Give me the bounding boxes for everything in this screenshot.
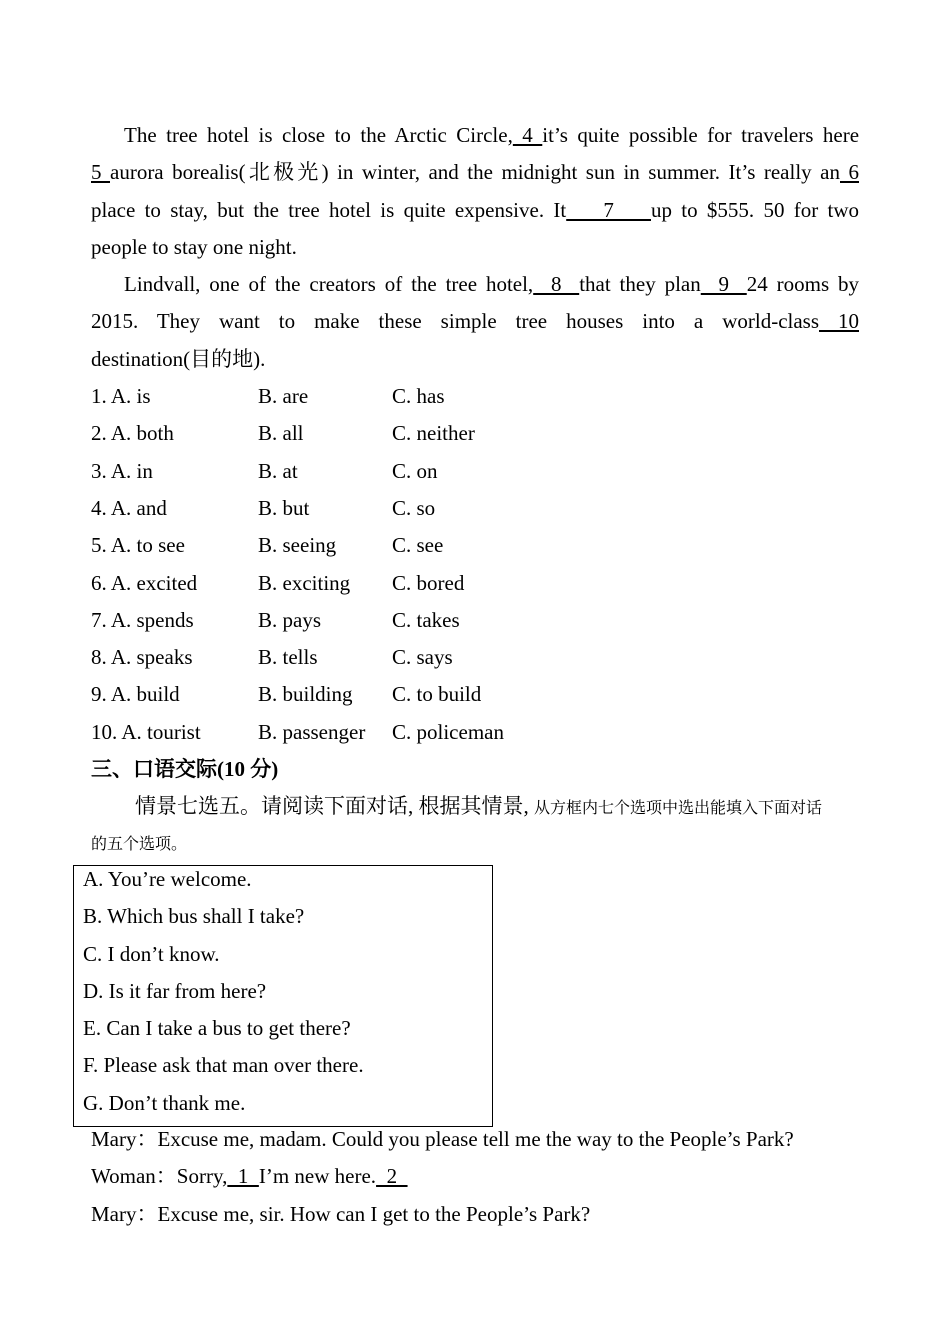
dialogue-line-2: Woman：Sorry, 1 I’m new here. 2 [91, 1164, 408, 1189]
blank-10: 10 [819, 309, 859, 334]
box-option: G. Don’t thank me. [83, 1090, 246, 1115]
box-option: A. You’re welcome. [83, 867, 252, 891]
option-row: 9. A. build B. building C. to build [91, 682, 482, 707]
blank-9: 9 [700, 272, 747, 297]
paragraph-2-line-3: destination(目的地). [91, 346, 266, 371]
box-option: F. Please ask that man over there. [83, 1053, 364, 1078]
paragraph-1-line-2: 5 aurora borealis(北极光) in winter, and the midnight sun in summer. It’s really an 6 [91, 160, 859, 185]
option-row: 3. A. in B. at C. on [91, 458, 438, 483]
blank-1: 1 [227, 1164, 259, 1189]
reading-passage [91, 117, 859, 863]
option-row: 1. A. is B. are C. has [91, 384, 445, 409]
option-row: 10. A. tourist B. passenger C. policeman [91, 719, 504, 744]
instructions-continued: 的五个选项。 [91, 835, 188, 853]
blank-4: 4 [512, 123, 543, 147]
dialogue-line-1: Mary：Excuse me, madam. Could you please tell me the way to the People’s Park? [91, 1127, 794, 1151]
paragraph-2-line-2: 2015. They want to make these simple tree houses into a world-class 10 [91, 309, 859, 334]
blank-6: 6 [840, 160, 859, 185]
option-row: 2. A. both B. all C. neither [91, 421, 475, 446]
options-box [73, 865, 493, 1127]
option-row: 4. A. and B. but C. so [91, 495, 436, 520]
box-option: B. Which bus shall I take? [83, 904, 305, 929]
options-list [91, 378, 859, 751]
option-row: 8. A. speaks B. tells C. says [91, 645, 453, 670]
box-option: C. I don’t know. [83, 941, 220, 966]
dialogue-line-3: Mary：Excuse me, sir. How can I get to the People’s Park? [91, 1201, 591, 1226]
blank-5: 5 [91, 160, 110, 185]
paragraph-1-line-1: The tree hotel is close to the Arctic Circle, 4 it’s quite possible for travelers here [124, 123, 860, 147]
option-row: 5. A. to see B. seeing C. see [91, 533, 444, 558]
section-heading: 三、口语交际(10 分) [91, 757, 279, 782]
paragraph-1-line-3: place to stay, but the tree hotel is quite expensive. It 7 up to $555. 50 for two [91, 197, 860, 222]
option-row: 6. A. excited B. exciting C. bored [91, 570, 465, 595]
blank-7: 7 [566, 197, 651, 222]
blank-8: 8 [533, 272, 580, 297]
box-option: E. Can I take a bus to get there? [83, 1016, 351, 1041]
paragraph-2-line-1: Lindvall, one of the creators of the tree hotel, 8 that they plan 9 24 rooms by [124, 272, 859, 297]
instructions: 情景七选五。请阅读下面对话, 根据其情景, 从方框内七个选项中选出能填入下面对话 [135, 794, 823, 819]
blank-2: 2 [376, 1164, 408, 1189]
paragraph-1-line-4: people to stay one night. [91, 234, 297, 259]
option-row: 7. A. spends B. pays C. takes [91, 607, 460, 632]
dialogue [91, 1121, 794, 1233]
box-option: D. Is it far from here? [83, 978, 267, 1003]
